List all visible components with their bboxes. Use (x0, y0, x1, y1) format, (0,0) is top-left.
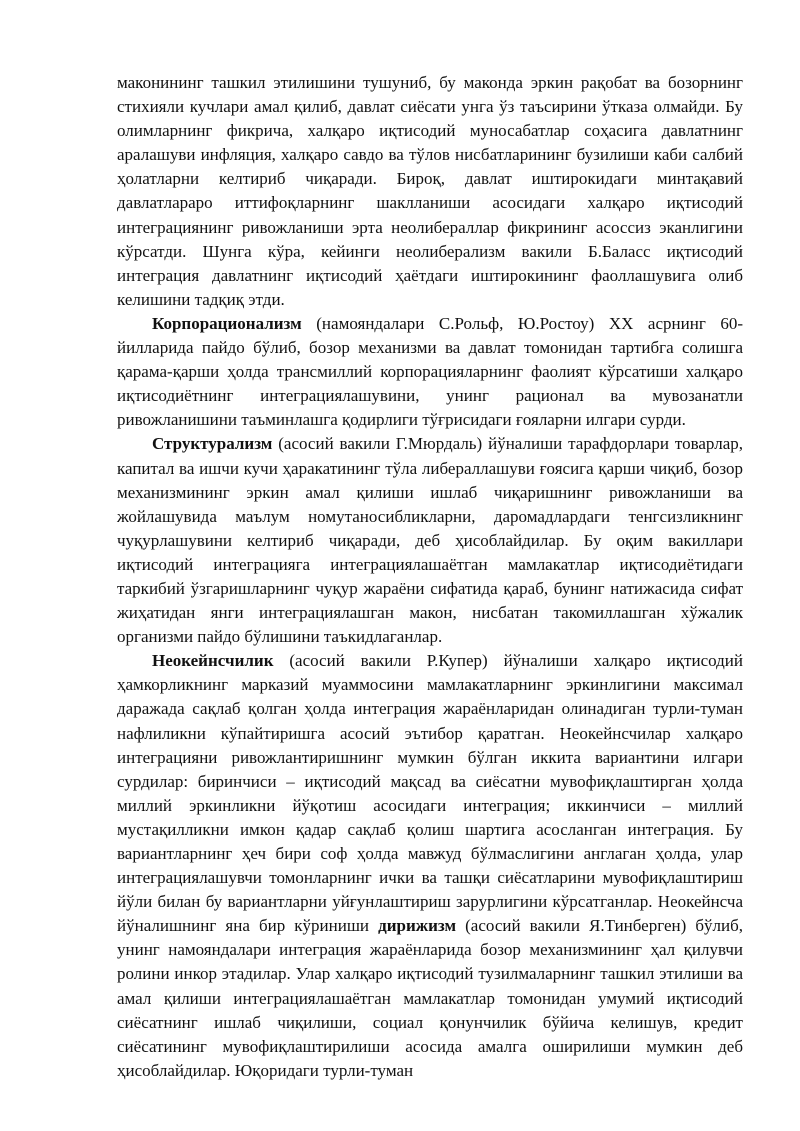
term-dirigisme: дирижизм (378, 916, 457, 936)
paragraph-structuralism (117, 432, 743, 649)
term-structuralism: Структурализм (152, 434, 273, 454)
document-page (117, 71, 743, 1083)
paragraph-text: (асосий вакили Г.Мюрдаль) йўналиши тарафдорлари товарлар, капитал ва ишчи кучи ҳаракатининг тўла либераллашуви ғоясига қарши чиқиб, бозор механизмининг эркин амал қилиши ишлаб чиқаришнинг ривожланиши ва жойлашувида маълум номутаносибликларни, даромадлардаги тенгсизликнинг чуқурлашувини келтириб чиқаради, деб ҳисоблайдилар. Бу оқим вакиллари иқтисодий интеграцияга интеграциялашаётган мамлакатлар иқтисодиётидаги таркибий ўзгаришларнинг чуқур жараёни сифатида қараб, бунинг натижасида сифат жиҳатидан янги интеграциялашган макон, нисбатан такомиллашган хўжалик организми пайдо бўлишини таъкидлаганлар. (117, 434, 743, 647)
term-neokeynesianism: Неокейнсчилик (152, 651, 274, 671)
paragraph-text: (асосий вакили Я.Тинберген) бўлиб, унинг намояндалари интеграция жараёнларида бозор механизмининг ҳал қилувчи ролини инкор этадилар. Улар халқаро иқтисодий тузилмаларнинг ташкил этилиши ва амал қилиши интеграциялашаётган мамлакатлар томонидан умумий иқтисодий сиёсатнинг ишлаб чиқилиши, социал қонунчилик бўйича келишув, кредит сиёсатининг мувофиқлаштирилиши асосида амалга оширилиши мумкин деб ҳисоблайдилар. Юқоридаги турли-туман (117, 916, 743, 1080)
term-corporationalism: Корпорационализм (152, 313, 302, 333)
paragraph-text: (асосий вакили Р.Купер) йўналиши халқаро иқтисодий ҳамкорликнинг марказий муаммосини мамлакатларнинг эркинлигини максимал даражада сақлаб қолган ҳолда интеграция жараёнларидан олинадиган турли-туман нафлиликни кўпайтиришга асосий эътибор қаратган. Неокейнсчилар халқаро интеграцияни ривожлантиришнинг мумкин бўлган иккита вариантини илгари сурдилар: биринчиси – иқтисодий мақсад ва сиёсатни мувофиқлаштирган ҳолда миллий эркинликни йўқотиш асосидаги интеграция; иккинчиси – миллий мустақилликни имкон қадар сақлаб қолиш шартига асосланган интеграция. Бу вариантларнинг ҳеч бири соф ҳолда мавжуд бўлмаслигини англаган ҳолда, улар интеграциялашувчи томонларнинг ички ва ташқи сиёсатларини мувофиқлаштириш йўли билан бу вариантларни уйғунлаштириш зарурлигини кўрсатганлар. Неокейнсча йўналишнинг яна бир кўриниши (117, 651, 743, 936)
paragraph-corporationalism (117, 312, 743, 432)
paragraph-neokeynesianism (117, 649, 743, 1083)
paragraph-neoliberalism-continuation: маконининг ташкил этилишини тушуниб, бу маконда эркин рақобат ва бозорнинг стихияли кучлари амал қилиб, давлат сиёсати унга ўз таъсирини ўтказа олмайди. Бу олимларнинг фикрича, халқаро иқтисодий муносабатлар соҳасига давлатнинг аралашуви инфляция, халқаро савдо ва тўлов нисбатларининг бузилиши каби салбий ҳолатларни келтириб чиқаради. Бироқ, давлат иштирокидаги минтақавий давлатлараро иттифоқларнинг шаклланиши асосидаги халқаро иқтисодий интеграциянинг ривожланиши эрта неолибераллар фикрининг асоссиз эканлигини кўрсатди. Шунга кўра, кейинги неолиберализм вакили Б.Баласс иқтисодий интеграция давлатнинг иқтисодий ҳаётдаги иштирокининг фаоллашувига олиб келишини тадқиқ этди. (117, 73, 743, 309)
paragraph-text: (намояндалари С.Рольф, Ю.Ростоу) ХХ асрнинг 60-йилларида пайдо бўлиб, бозор механизми ва давлат томонидан тартибга солишга қарама-қарши ҳолда трансмиллий корпорацияларнинг фаолият кўрсатиши халқаро иқтисодиётнинг интеграциялашувини, унинг рационал ва мувозанатли ривожланишини таъминлашга қодирлиги тўғрисидаги ғояларни илгари сурди. (117, 313, 743, 430)
